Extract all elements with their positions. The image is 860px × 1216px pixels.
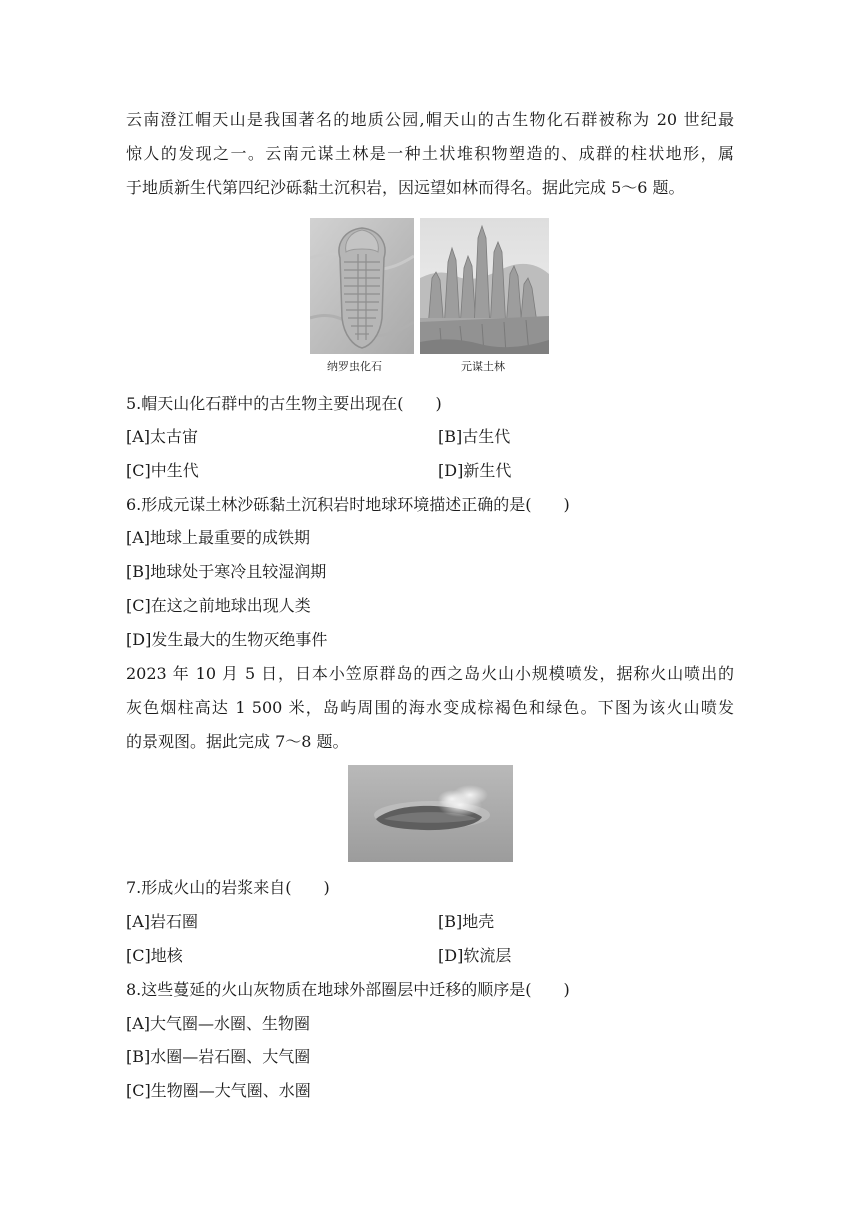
q6-option-a: [A]地球上最重要的成铁期 xyxy=(126,528,311,547)
q6-option-b: [B]地球处于寒冷且较湿润期 xyxy=(126,562,327,581)
q7-option-c: [C]地核 xyxy=(126,946,183,965)
q7-option-b: [B]地壳 xyxy=(438,912,495,931)
passage1-line-3: 于地质新生代第四纪沙砾黏土沉积岩，因远望如林而得名。据此完成 5～6 题。 xyxy=(126,178,685,197)
q5-option-d: [D]新生代 xyxy=(438,461,512,480)
passage1-line-2: 惊人的发现之一。云南元谋土林是一种土状堆积物塑造的、成群的柱状地形，属 xyxy=(126,144,734,163)
q7-stem: 7.形成火山的岩浆来自( ) xyxy=(126,878,330,897)
q8-option-b: [B]水圈—岩石圈、大气圈 xyxy=(126,1047,311,1066)
passage2-line-3: 的景观图。据此完成 7～8 题。 xyxy=(126,732,349,751)
passage2-line-1: 2023 年 10 月 5 日，日本小笠原群岛的西之岛火山小规模喷发，据称火山喷出的 xyxy=(126,664,734,683)
q6-option-c: [C]在这之前地球出现人类 xyxy=(126,596,311,615)
q8-stem: 8.这些蔓延的火山灰物质在地球外部圈层中迁移的顺序是( ) xyxy=(126,980,570,999)
figure1-caption-left: 纳罗虫化石 xyxy=(327,360,382,373)
q5-option-b: [B]古生代 xyxy=(438,427,511,446)
q7-option-a: [A]岩石圈 xyxy=(126,912,199,931)
q8-option-c: [C]生物圈—大气圈、水圈 xyxy=(126,1081,311,1100)
q6-option-d: [D]发生最大的生物灭绝事件 xyxy=(126,630,328,649)
q8-option-a: [A]大气圈—水圈、生物圈 xyxy=(126,1014,311,1033)
q5-option-a: [A]太古宙 xyxy=(126,427,199,446)
volcano-island-image xyxy=(348,765,513,862)
q5-stem: 5.帽天山化石群中的古生物主要出现在( ) xyxy=(126,394,442,413)
figure1-caption-right: 元谋土林 xyxy=(461,360,505,373)
trilobite-fossil-image xyxy=(310,218,414,354)
passage2-line-2: 灰色烟柱高达 1 500 米，岛屿周围的海水变成棕褐色和绿色。下图为该火山喷发 xyxy=(126,698,734,717)
q6-stem: 6.形成元谋土林沙砾黏土沉积岩时地球环境描述正确的是( ) xyxy=(126,495,570,514)
earth-forest-image xyxy=(420,218,549,354)
q5-option-c: [C]中生代 xyxy=(126,461,199,480)
q7-option-d: [D]软流层 xyxy=(438,946,512,965)
passage1-line-1: 云南澄江帽天山是我国著名的地质公园,帽天山的古生物化石群被称为 20 世纪最 xyxy=(126,110,734,129)
